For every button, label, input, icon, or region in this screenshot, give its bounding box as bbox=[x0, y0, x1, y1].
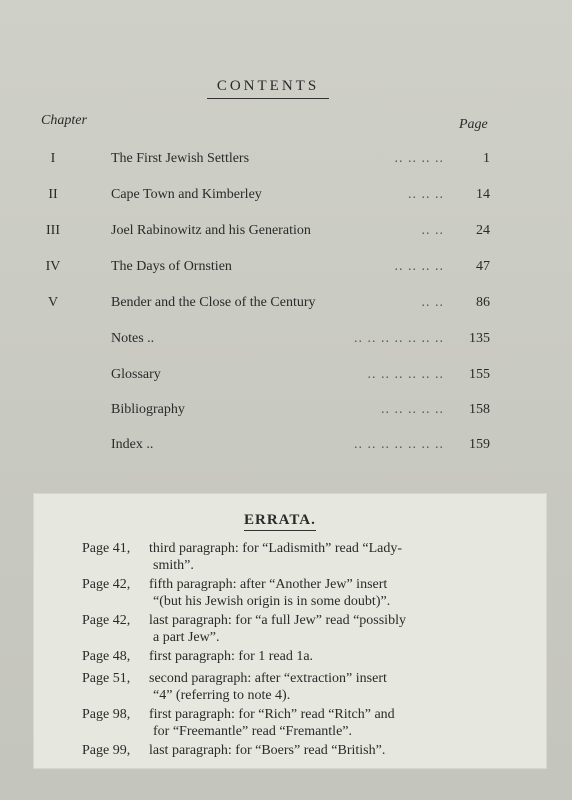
chapter-number: II bbox=[48, 187, 58, 202]
leader-dots: .. .. bbox=[421, 223, 444, 238]
page-number: 14 bbox=[476, 187, 490, 202]
chapter-title: Glossary bbox=[111, 367, 161, 382]
toc-row bbox=[0, 437, 572, 457]
errata-text: last paragraph: for “Boers” read “British”. bbox=[149, 743, 386, 758]
errata-text-continued: for “Freemantle” read “Fremantle”. bbox=[153, 724, 353, 739]
errata-text: first paragraph: for “Rich” read “Ritch” and bbox=[149, 707, 395, 722]
chapter-title: The First Jewish Settlers bbox=[111, 151, 250, 166]
leader-dots: .. .. .. .. .. .. .. bbox=[354, 331, 444, 346]
toc-row bbox=[0, 151, 572, 171]
chapter-title: Bender and the Close of the Century bbox=[111, 295, 316, 310]
page-number: 86 bbox=[476, 295, 490, 310]
errata-entry bbox=[82, 576, 492, 610]
leader-dots: .. .. .. .. .. .. .. bbox=[354, 437, 444, 452]
errata-text: second paragraph: after “extraction” insert bbox=[149, 671, 387, 686]
chapter-title: Bibliography bbox=[111, 402, 185, 417]
errata-page-ref: Page 41, bbox=[82, 541, 131, 556]
leader-dots: .. .. .. bbox=[408, 187, 444, 202]
errata-entry bbox=[82, 612, 492, 646]
page-column-header: Page bbox=[459, 117, 488, 132]
leader-dots: .. .. .. .. .. bbox=[381, 402, 444, 417]
errata-page-ref: Page 42, bbox=[82, 577, 131, 592]
toc-row bbox=[0, 402, 572, 422]
errata-text-continued: a part Jew”. bbox=[153, 630, 220, 645]
errata-page-ref: Page 42, bbox=[82, 613, 131, 628]
errata-entry bbox=[82, 742, 492, 759]
chapter-number: V bbox=[47, 295, 59, 310]
leader-dots: .. .. bbox=[421, 295, 444, 310]
page-number: 1 bbox=[483, 151, 490, 166]
errata-text-continued: “(but his Jewish origin is in some doubt)”. bbox=[153, 594, 391, 609]
chapter-title: Notes .. bbox=[111, 331, 155, 346]
page-number: 135 bbox=[469, 331, 490, 346]
errata-page-ref: Page 48, bbox=[82, 649, 131, 664]
toc-row bbox=[0, 367, 572, 387]
errata-text: third paragraph: for “Ladismith” read “Lady- bbox=[149, 541, 403, 556]
errata-page-ref: Page 51, bbox=[82, 671, 131, 686]
errata-text-continued: smith”. bbox=[153, 558, 194, 573]
errata-page-ref: Page 98, bbox=[82, 707, 131, 722]
toc-row bbox=[0, 223, 572, 243]
leader-dots: .. .. .. .. .. .. bbox=[367, 367, 444, 382]
errata-text: fifth paragraph: after “Another Jew” insert bbox=[149, 577, 388, 592]
page-number: 158 bbox=[469, 402, 490, 417]
errata-page-ref: Page 99, bbox=[82, 743, 131, 758]
errata-entry bbox=[82, 540, 492, 574]
chapter-number: III bbox=[46, 223, 60, 238]
page-number: 47 bbox=[476, 259, 490, 274]
errata-text: last paragraph: for “a full Jew” read “possibly bbox=[149, 613, 406, 628]
leader-dots: .. .. .. .. bbox=[394, 151, 444, 166]
leader-dots: .. .. .. .. bbox=[394, 259, 444, 274]
chapter-title: Joel Rabinowitz and his Generation bbox=[111, 223, 311, 238]
errata-entry bbox=[82, 670, 492, 704]
chapter-column-header: Chapter bbox=[41, 113, 87, 128]
chapter-title: Cape Town and Kimberley bbox=[111, 187, 262, 202]
toc-row bbox=[0, 259, 572, 279]
errata-entry bbox=[82, 706, 492, 740]
page-number: 159 bbox=[469, 437, 490, 452]
chapter-number: I bbox=[50, 151, 56, 166]
errata-title: ERRATA. bbox=[244, 512, 316, 531]
errata-text-continued: “4” (referring to note 4). bbox=[153, 688, 291, 703]
errata-entry bbox=[82, 648, 492, 665]
page-number: 24 bbox=[476, 223, 490, 238]
chapter-title: The Days of Ornstien bbox=[111, 259, 232, 274]
page-number: 155 bbox=[469, 367, 490, 382]
errata-text: first paragraph: for 1 read 1a. bbox=[149, 649, 314, 664]
toc-row bbox=[0, 187, 572, 207]
toc-row bbox=[0, 295, 572, 315]
chapter-number: IV bbox=[45, 259, 61, 274]
toc-row bbox=[0, 331, 572, 351]
contents-title: CONTENTS bbox=[207, 78, 329, 99]
chapter-title: Index .. bbox=[111, 437, 154, 452]
